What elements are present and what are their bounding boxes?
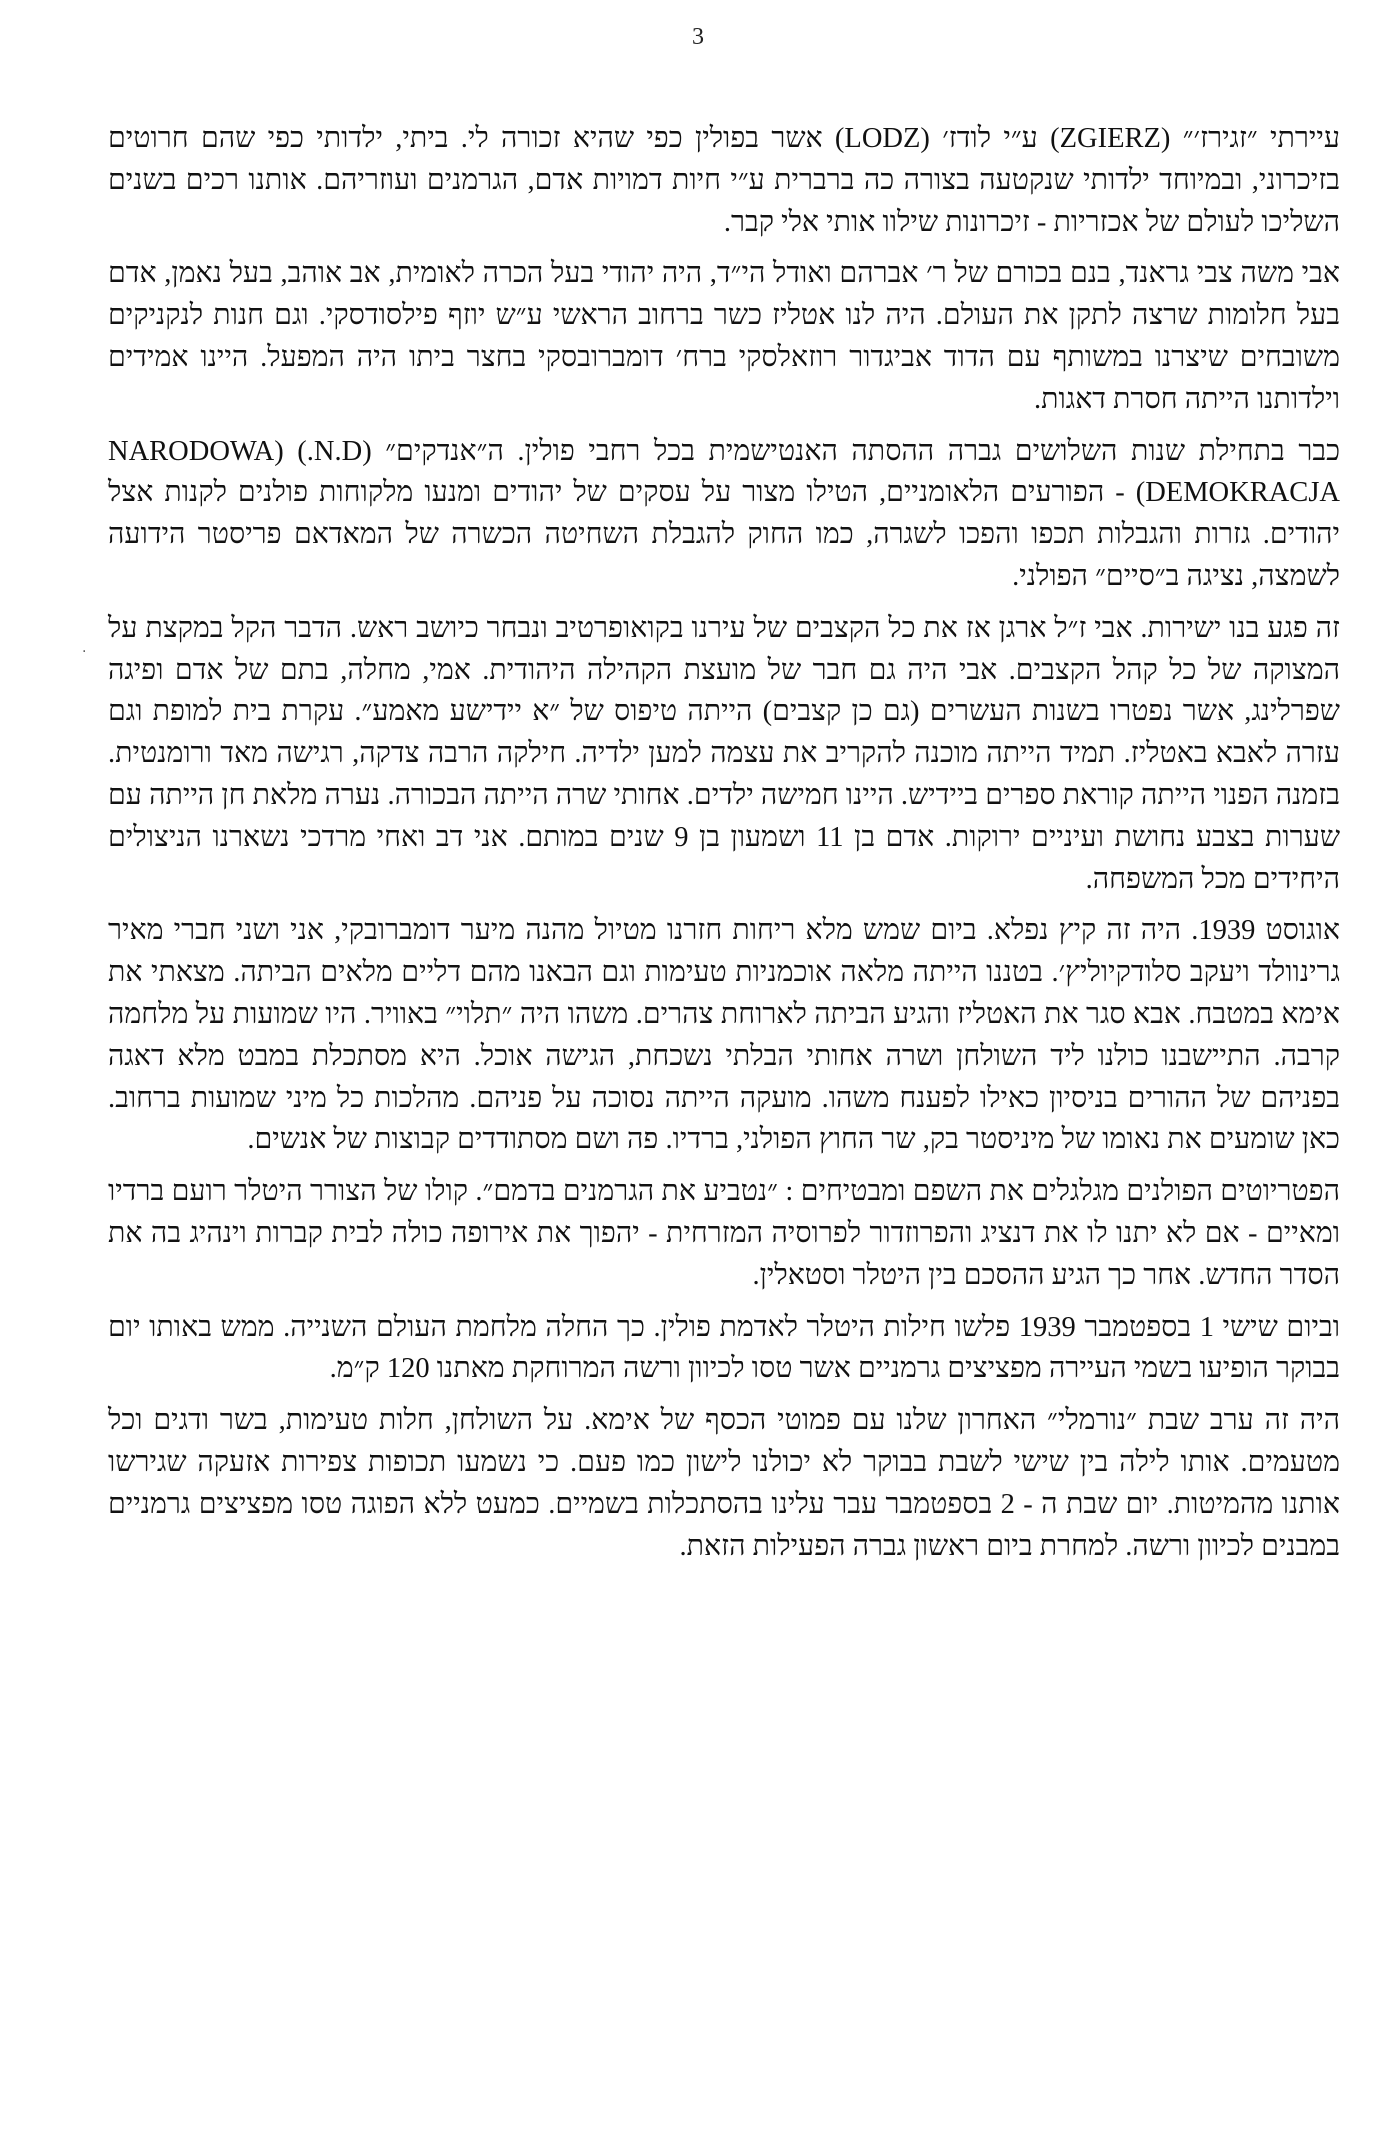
paragraph-5: אוגוסט 1939. היה זה קיץ נפלא. ביום שמש מלא ריחות חזרנו מטיול מהנה מיער דומברובקי, אני ושני חברי מאיר גרינוולד ויעקב סלודקיוליץ׳. בטננו הייתה מלאה אוכמניות טעימות וגם הבאנו מהם דליים מלאים הביתה. מצאתי את אימא במטבח. אבא סגר את האטליז והגיע הביתה לארוחת צהרים. משהו היה ״תלוי״ באוויר. היו שמועות על מלחמה קרבה. התיישבנו כולנו ליד השולחן ושרה אחותי הבלתי נשכחת, הגישה אוכל. היא מסתכלת במבט מלא דאגה בפניהם של ההורים בניסיון כאילו לפענח משהו. מועקה הייתה נסוכה על פניהם. מהלכות כל מיני שמועות ברחוב. כאן שומעים את נאומו של מיניסטר בק, שר החוץ הפולני, ברדיו. פה ושם מסתודדים קבוצות של אנשים. xyxy=(108,915,1340,1156)
paragraph-1: עיירתי ״זגירז׳״ (ZGIERZ) ע״י לודז׳ (LODZ) אשר בפולין כפי שהיא זכורה לי. ביתי, ילדותי כפי שהם חרוטים בזיכרוני, ובמיוחד ילדותי שנקטעה בצורה כה ברברית ע״י חיות דמויות אדם, הגרמנים ועוזריהם. אותנו רכים בשנים השליכו לעולם של אכזריות - זיכרונות שילוו אותי אלי קבר. xyxy=(108,123,1340,238)
paragraph-6: הפטריוטים הפולנים מגלגלים את השפם ומבטיחים : ״נטביע את הגרמנים בדמם״. קולו של הצורר היטלר רועם ברדיו ומאיים - אם לא יתנו לו את דנציג והפרוזדור לפרוסיה המזרחית - יהפוך את אירופה כולה לבית קברות וינהיג בה את הסדר החדש. אחר כך הגיע ההסכם בין היטלר וסטאלין. xyxy=(108,1176,1340,1291)
paragraph-8: היה זה ערב שבת ״נורמלי״ האחרון שלנו עם פמוטי הכסף של אימא. על השולחן, חלות טעימות, בשר ודגים וכל מטעמים. אותו לילה בין שישי לשבת בבוקר לא יכולנו לישון כמו פעם. כי נשמעו תכופות צפירות אזעקה שגירשו אותנו מהמיטות. יום שבת ה - 2 בספטמבר עבר עלינו בהסתכלות בשמיים. כמעט ללא הפוגה טסו מפציצים גרמניים במבנים לכיוון ורשה. למחרת ביום ראשון גברה הפעילות הזאת. xyxy=(108,1405,1340,1562)
paragraph-3: כבר בתחילת שנות השלושים גברה ההסתה האנטישמית בכל רחבי פולין. ה״אנדקים״ (N.D.) (NARODOWA DEMOKRACJA) - הפורעים הלאומניים, הטילו מצור על עסקים של יהודים ומנעו מלקוחות פולנים לקנות אצל יהודים. גזרות והגבלות תכפו והפכו לשגרה, כמו החוק להגבלת השחיטה הכשרה של המאדאם פריסטר הידועה לשמצה, נציגה ב״סיים״ הפולני. xyxy=(108,435,1340,592)
body-text xyxy=(108,118,1340,1577)
paragraph-7: וביום שישי 1 בספטמבר 1939 פלשו חילות היטלר לאדמת פולין. כך החלה מלחמת העולם השנייה. ממש באותו יום בבוקר הופיעו בשמי העיירה מפציצים גרמניים אשר טסו לכיוון ורשה המרוחקת מאתנו 120 ק״מ. xyxy=(108,1311,1340,1385)
page-number: 3 xyxy=(692,24,704,50)
paragraph-2: אבי משה צבי גראנד, בנם בכורם של ר׳ אברהם ואודל הי״ד, היה יהודי בעל הכרה לאומית, אב אוהב, בעל נאמן, אדם בעל חלומות שרצה לתקן את העולם. היה לנו אטליז כשר ברחוב הראשי ע״ש יוזף פילסודסקי. וגם חנות לנקניקים משובחים שיצרנו במשותף עם הדוד אביגדור רוזאלסקי ברח׳ דומברובסקי בחצר ביתו היה המפעל. היינו אמידים וילדותנו הייתה חסרת דאגות. xyxy=(108,258,1340,415)
paragraph-4: זה פגע בנו ישירות. אבי ז״ל ארגן אז את כל הקצבים של עירנו בקואופרטיב ונבחר כיושב ראש. הדבר הקל במקצת על המצוקה של כל קהל הקצבים. אבי היה גם חבר של מועצת הקהילה היהודית. אמי, מחלה, בתם של אדם ופיגה שפרלינג, אשר נפטרו בשנות העשרים (גם כן קצבים) הייתה טיפוס של ״א יידישע מאמע״. עקרת בית למופת וגם עזרה לאבא באטליז. תמיד הייתה מוכנה להקריב את עצמה למען ילדיה. חילקה הרבה צדקה, רגישה מאד ורומנטית. בזמנה הפנוי הייתה קוראת ספרים ביידיש. היינו חמישה ילדים. אחותי שרה הייתה הבכורה. נערה מלאת חן הייתה עם שערות בצבע נחושת ועיניים ירוקות. אדם בן 11 ושמעון בן 9 שנים במותם. אני דב ואחי מרדכי נשארנו הניצולים היחידים מכל המשפחה. xyxy=(108,612,1340,895)
margin-mark: . xyxy=(82,640,87,656)
